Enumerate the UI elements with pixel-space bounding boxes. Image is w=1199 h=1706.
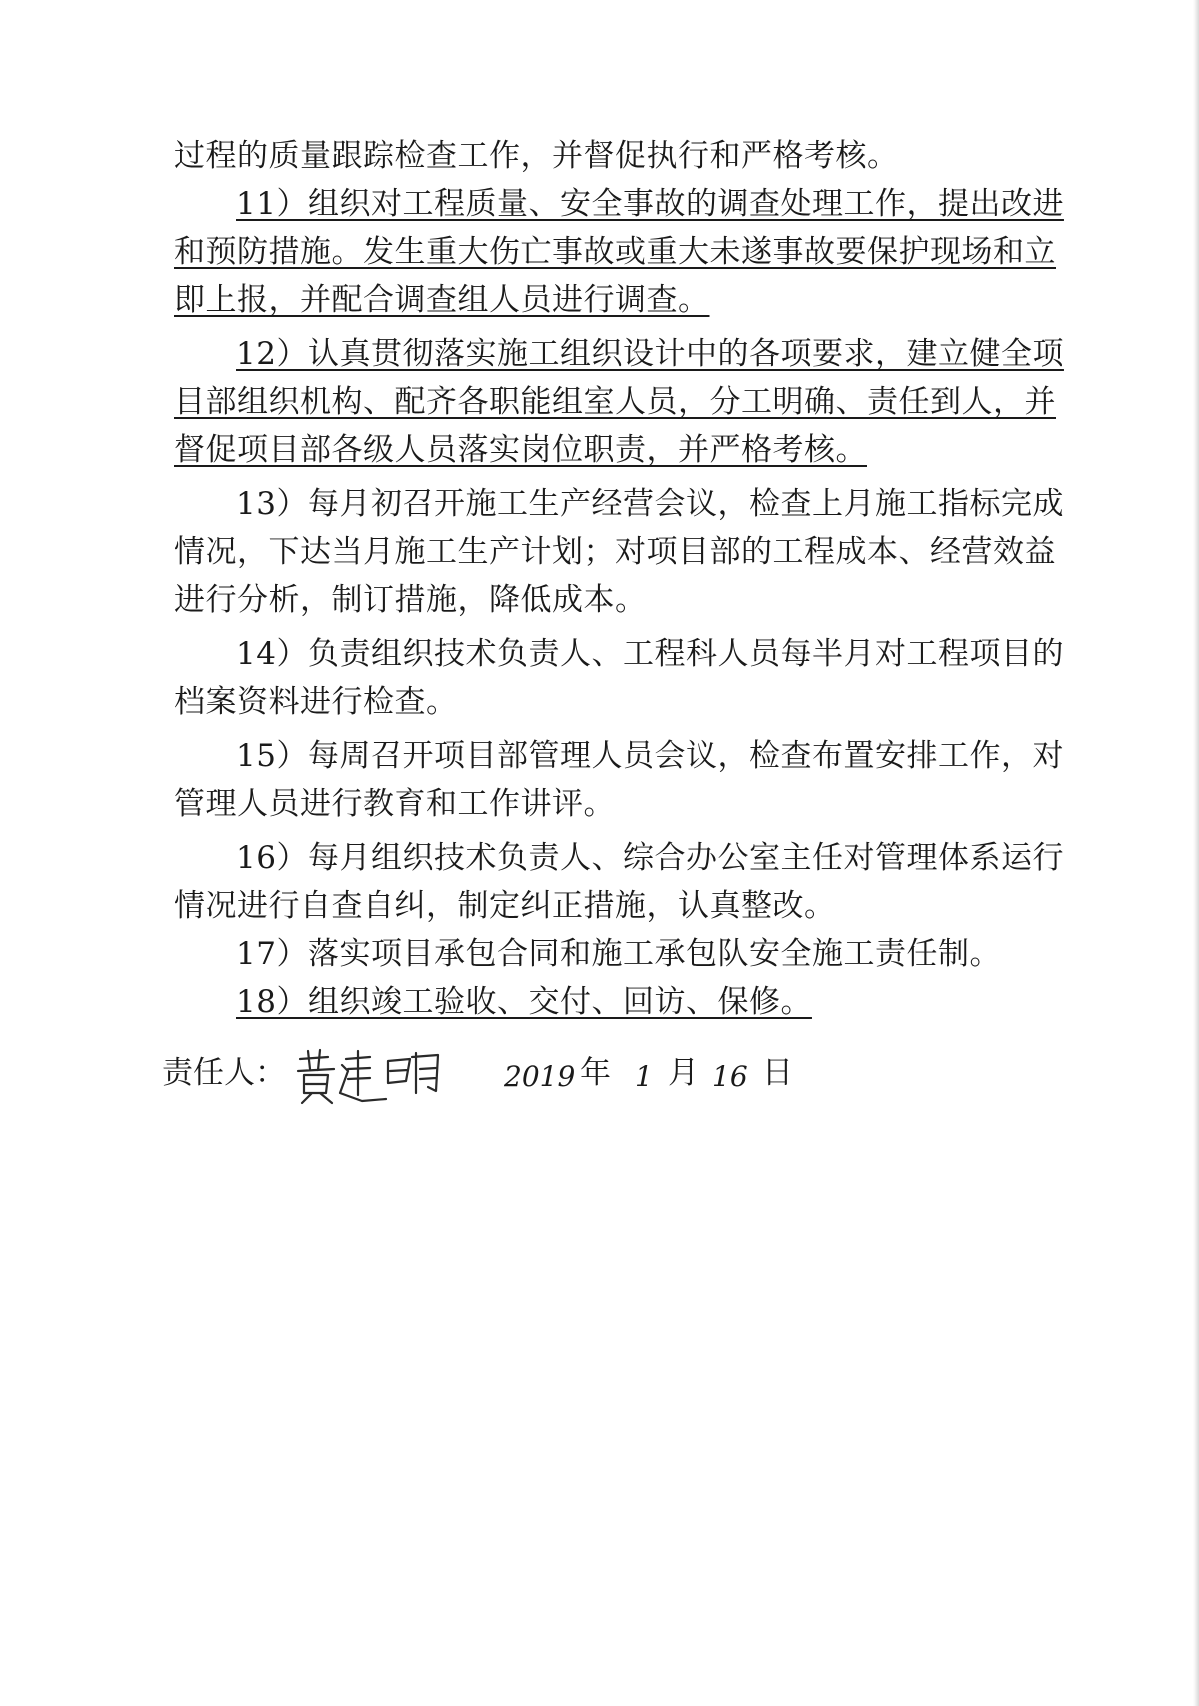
item-13-line-3: 进行分析，制订措施，降低成本。 <box>174 582 647 618</box>
date-year: 2019 <box>504 1060 576 1093</box>
date-month-unit: 月 <box>668 1055 699 1091</box>
date-year-unit: 年 <box>580 1055 611 1091</box>
item-14-line-1: 14）负责组织技术负责人、工程科人员每半月对工程项目的 <box>236 636 1064 672</box>
item-11-line-1: 11）组织对工程质量、安全事故的调查处理工作，提出改进 <box>236 186 1064 222</box>
item-12-line-2: 目部组织机构、配齐各职能组室人员，分工明确、责任到人，并 <box>174 384 1056 420</box>
item-17-line-1: 17）落实项目承包合同和施工承包队安全施工责任制。 <box>236 936 1001 972</box>
date-month: 1 <box>635 1060 653 1093</box>
item-13-line-1: 13）每月初召开施工生产经营会议，检查上月施工指标完成 <box>236 486 1064 522</box>
item-11-line-3: 即上报，并配合调查组人员进行调查。 <box>174 282 710 318</box>
page-edge <box>1193 0 1199 1706</box>
item-13-line-2: 情况，下达当月施工生产计划；对项目部的工程成本、经营效益 <box>174 534 1056 570</box>
date-day: 16 <box>712 1060 748 1093</box>
date-day-unit: 日 <box>762 1055 793 1091</box>
item-12-line-1: 12）认真贯彻落实施工组织设计中的各项要求，建立健全项 <box>236 336 1064 372</box>
item-11-line-2: 和预防措施。发生重大伤亡事故或重大未遂事故要保护现场和立 <box>174 234 1056 270</box>
item-16-line-1: 16）每月组织技术负责人、综合办公室主任对管理体系运行 <box>236 840 1064 876</box>
item-18-line-1: 18）组织竣工验收、交付、回访、保修。 <box>236 984 812 1020</box>
document-body <box>174 137 1064 1031</box>
item-15-line-1: 15）每周召开项目部管理人员会议，检查布置安排工作，对 <box>236 738 1064 774</box>
item-14-line-2: 档案资料进行检查。 <box>174 684 458 720</box>
signature-row <box>162 1053 1062 1103</box>
item-12-line-3: 督促项目部各级人员落实岗位职责，并严格考核。 <box>174 432 867 468</box>
responsible-person-label: 责任人： <box>162 1055 286 1091</box>
item-16-line-2: 情况进行自查自纠，制定纠正措施，认真整改。 <box>174 888 836 924</box>
text-line: 过程的质量跟踪检查工作，并督促执行和严格考核。 <box>174 138 899 174</box>
signature-date <box>500 1053 920 1103</box>
item-15-line-2: 管理人员进行教育和工作讲评。 <box>174 786 615 822</box>
